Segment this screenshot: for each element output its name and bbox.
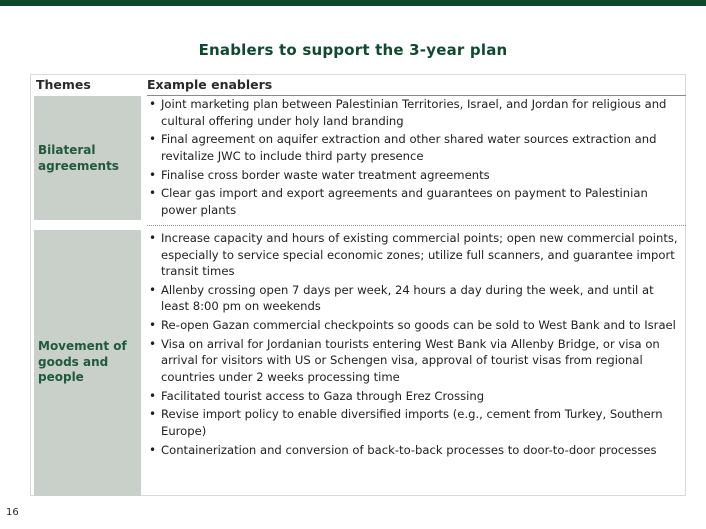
list-item <box>147 185 685 218</box>
bullet-icon: • <box>149 318 157 333</box>
bullet-text: Visa on arrival for Jordanian tourists entering West Bank via Allenby Bridge, or visa on arrival for visitors with US or Schengen visa, approval of tourist visas from regional countries under 2 weeks processing time <box>161 336 660 384</box>
bullet-icon: • <box>149 336 157 351</box>
section-divider <box>147 225 686 226</box>
bullet-text: Joint marketing plan between Palestinian Territories, Israel, and Jordan for religious and cultural offering under holy land branding <box>161 97 667 128</box>
bullet-text: Clear gas import and export agreements and guarantees on payment to Palestinian power plants <box>161 186 648 217</box>
bullet-text: Containerization and conversion of back-to-back processes to door-to-door processes <box>161 442 657 457</box>
bullet-icon: • <box>149 132 157 147</box>
list-item <box>147 282 685 315</box>
top-brand-bar <box>0 0 706 6</box>
bullet-icon: • <box>149 442 157 457</box>
list-item <box>147 406 685 439</box>
slide-title: Enablers to support the 3-year plan <box>198 41 508 59</box>
page-number: 16 <box>6 507 19 518</box>
enabler-list-bilateral <box>147 96 685 221</box>
theme-label-movement: Movement of goods and people <box>38 339 127 384</box>
bullet-text: Revise import policy to enable diversified imports (e.g., cement from Turkey, Southern Europe) <box>161 407 663 438</box>
bullet-icon: • <box>149 388 157 403</box>
list-item <box>147 442 685 459</box>
bullet-icon: • <box>149 167 157 182</box>
list-item <box>147 317 685 334</box>
bullet-text: Finalise cross border waste water treatment agreements <box>161 167 490 182</box>
list-item <box>147 96 685 129</box>
theme-label-bilateral: Bilateral agreements <box>38 143 119 173</box>
list-item <box>147 131 685 164</box>
bullet-text: Final agreement on aquifer extraction and other shared water sources extraction and revitalize JWC to include third party presence <box>161 132 657 163</box>
bullet-icon: • <box>149 407 157 422</box>
bullet-icon: • <box>149 97 157 111</box>
bullet-text: Facilitated tourist access to Gaza through Erez Crossing <box>161 388 485 403</box>
bullet-icon: • <box>149 231 157 245</box>
bullet-icon: • <box>149 282 157 297</box>
bullet-text: Allenby crossing open 7 days per week, 24 hours a day during the week, and until at least 8:00 pm on weekends <box>161 282 654 314</box>
list-item <box>147 388 685 405</box>
column-header-themes: Themes <box>36 77 91 92</box>
enabler-list-movement <box>147 230 685 461</box>
list-item <box>147 230 685 280</box>
bullet-text: Re-open Gazan commercial checkpoints so goods can be sold to West Bank and to Israel <box>161 318 676 333</box>
bullet-icon: • <box>149 186 157 201</box>
bullet-text: Increase capacity and hours of existing commercial points; open new commercial points, especially to service special economic zones; utilize full scanners, and guarantee import transit times <box>161 231 678 278</box>
list-item <box>147 167 685 184</box>
list-item <box>147 336 685 386</box>
column-header-enablers: Example enablers <box>147 77 273 92</box>
